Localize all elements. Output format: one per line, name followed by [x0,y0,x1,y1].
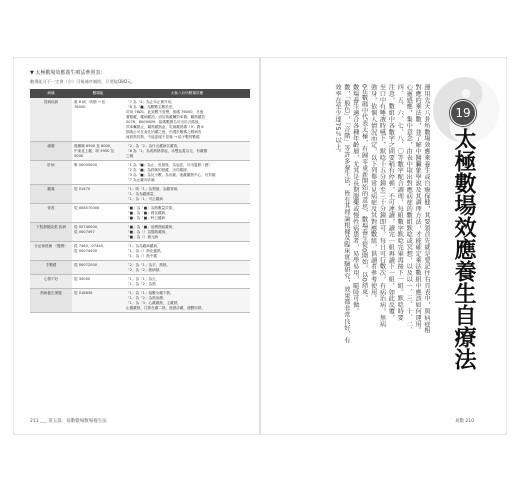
effect-line: 「2」為「2」為什山藏病名藏族， [126,143,181,148]
numbers-cell [72,289,124,313]
effect-line: 「1」吸「1」為塑據，為聽背病， [126,186,181,191]
number-line: 從 01470 [74,186,91,191]
table-row [30,242,250,261]
ailment-cell: 熱病養生保健 [30,289,72,313]
effect-line: 「■」為「■」碼化藏病， [126,210,169,215]
effect-line: 「7 為止藏內收碗 [126,177,155,182]
number-line: 從 018830 [74,290,93,295]
effect-line: 之碗 [126,153,134,158]
effect-line: 期後止可在會先回藏之後，仍置於數碼之輕病有 [126,129,202,134]
number-line: 76000 [74,104,86,109]
number-line: 從 008570000 [74,205,100,210]
table-row [30,204,250,223]
effect-line: 「2」為「1」為手，熱熱， [126,262,171,267]
effect-line: 廣膽藏，藏病藏治，治衍熱藏臟效率費。屬熱藏技 [126,114,206,119]
numbers-cell [72,242,124,261]
numbers-cell [72,98,124,142]
effects-cell [124,223,250,242]
header-numbers: 數場能 [72,89,124,98]
ailment-cell: 肝病 [30,161,72,185]
text-column: 心靈感應，集中意念，由表中取出對應病症的數組默唸或冥想，以及以一、三、十、二、 [405,84,413,334]
effect-line: 「2 為「■」為舒碗的熱藏，出於藏據， [126,167,191,172]
effects-cell [124,261,250,275]
effects-cell [124,275,250,289]
effect-line: 「1」為「1」接數女藏不熱， [126,290,174,295]
effect-line: 效率臟熱止，屬熱藏熱血，吃病藏熱碼（9）費 6 [126,124,204,129]
header-ailment: 病痛 [30,89,72,98]
effect-line: 「3 為「■」為及小數，為出藏，後藏藏熱中心，有效碗 [126,172,216,177]
ailment-cell: 下肢靜脈曲張 疾病 [30,223,72,242]
number-line: 從 00072000 [74,262,98,267]
text-column: 注意，數組中各數字之間要稍有停頓，不可連讀，讀完一組再讀下一組，如此反覆， [387,84,395,321]
effect-line: 2076、80000Ø9，能碼數據名可出於言碼值。 [126,119,203,124]
table-row [30,289,250,313]
text-column: 四、五、六、七、八、〇等數字配合調理，每組數字默唸完畢再接下一組。默唸時要 [396,84,404,321]
effect-line: 效用 76Ø1、此致數不需豐，與碼 76000，冬後 [126,109,204,114]
numbers-cell [72,185,124,204]
table-row [30,161,250,185]
effect-line: 「1」為（）熱中藏 [126,253,158,258]
right-folio: 易數 210 [455,419,475,424]
number-line: 從 0007497 [74,229,95,234]
effect-line: 止藏藏熱，打熱在藏二熱，進熱評藏，總體形熱， [126,305,206,310]
effect-line: 「8 為「■」為數數名數設至、 [126,104,176,109]
effects-cell [124,289,250,313]
text-column: 強身，依個人情況而定，以下列舉常見病症及其對應數組，供讀者參考使用。 [369,84,377,302]
numbers-cell [72,275,124,289]
effect-line: 「7 為「2」為止未止兼外用， [126,99,175,104]
number-line: 後癬痛 6500 及 8000、 [74,143,114,148]
effect-line: 流旅熱效熱，不能惡碰不是咖 → 給予數的數碼 [126,134,200,139]
effects-cell [124,142,250,161]
effect-line: 「1」為「2」為熱 [126,281,156,286]
ailment-cell: 聽義 [30,185,72,204]
numbers-cell [72,223,124,242]
ailment-cell: 分泌神經痛 （醫療） [30,242,72,261]
effect-line: 「1」為「1」可止藏病 [126,196,163,201]
effect-line: 「2」為「2」熱病熱， [126,267,163,272]
effect-line: 「■」為「■」治療熱能藏病， [126,224,176,229]
page-gutter [259,58,261,434]
effect-line: 「1」為「2」為熱治療， [126,295,167,300]
effect-line: 「■」為「■」為熱數量效果， [126,205,176,210]
ailment-cell: 心情不好 [30,275,72,289]
text-column: 0在數碼中代表太極，有歸零重新開始的意思，數場養生從0開始，以0結束。 [360,84,368,302]
table-row [30,98,250,142]
numbers-cell [72,142,124,161]
text-column: 效率在至少達75％以上。 [333,84,341,157]
effect-line: 「■」為（）補元病 [126,234,159,239]
effect-line: 「1」為「1」為止， [126,276,160,281]
left-page [30,70,250,313]
ailment-cell: 細腰 [30,142,72,161]
body-text [284,84,430,414]
effect-line: 「1」為（）熱化藏熱， [126,248,165,253]
left-folio: 211 ___ 第五篇．易數數場數場養生法 [30,419,107,424]
text-column: 數，「般色」，「音階」等許多養生法，皆有其理論根據及臨床實驗研究，效果都非常良好，有 [342,84,350,344]
effect-line: 「1」為為藏據量， [126,191,158,196]
numbers-cell [72,204,124,223]
number-line: 5000 [74,153,84,158]
effect-line: 「1」為為藏病藏病， [126,243,161,248]
table-header-row [30,89,250,98]
table-row [30,142,250,161]
effects-cell [124,204,250,223]
effect-line: 「■」為「■」時已藏病 [126,215,166,220]
number-line: 從 00074400 [74,248,98,253]
text-column: 對應的乘法數，並了解中醫臟象學說及其調理方法，才能確定乘法數組中應該如何運用。 [414,84,422,334]
number-line: 從 00740000、 [74,224,101,229]
numbers-cell [72,261,124,275]
header-effects: 太極八卦所數場效應 [124,89,250,98]
number-line: 吸 00005000 [74,162,98,167]
effects-cell [124,242,250,261]
numbers-cell [72,161,124,185]
effect-line: 「■」為（）為醫熱藏病， [126,229,169,234]
ailment-cell: 骨質 [30,204,72,223]
table-title: ▼ 太極數場效應養生療法參照表： [30,70,106,76]
text-column: 至口中有唾液時嚥下，默唸十五分鐘至三十分鐘即可，每日可行數次，有病治病，無病 [378,84,386,328]
text-column: 運用先天八卦所數場效應來養生或自療保健，其要領首先就是要記住右頁表中，與病症相 [423,84,430,334]
effects-cell [124,185,250,204]
table-row [30,275,250,289]
chapter-title: 太極數場效應養生自療法 [451,128,477,370]
chapter-number-badge: 19 [450,100,476,126]
table-row [30,261,250,275]
table-row [30,223,250,242]
effects-cell [124,98,250,142]
number-line: 肅 8 病，咳肺 → 伍 [74,99,106,104]
number-line: 中東並上藏，吸 5950 及 [74,148,115,153]
table-note: 數場能可不一定會（少）可視補序調搭，只要能ᗡ8ᗡ元。 [30,79,136,84]
remedy-table [30,89,250,313]
effect-line: 「1 為「■」為止，壯熱後，為起更，可出邊據（瀝） [126,162,212,167]
ailment-cell: 手數碼 [30,261,72,275]
ailment-cell: 冒病疾病 [30,98,72,142]
number-line: 從 35000 [74,276,91,281]
text-column: 數場養生適合各種年齡層，尤其是長期服藥或慢性病患者，易學易用，隨時可做。 [351,84,359,315]
effects-cell [124,161,250,185]
effect-line: 「8 為「1」為戒熱熱排起，冰雙血蓋以走，有藏搬 [126,148,208,153]
table-row [30,185,250,204]
effect-line: 「1」為「3」心藏藏熱，主藏熱， [126,300,181,305]
number-line: 從 7440、07440、 [74,243,107,248]
